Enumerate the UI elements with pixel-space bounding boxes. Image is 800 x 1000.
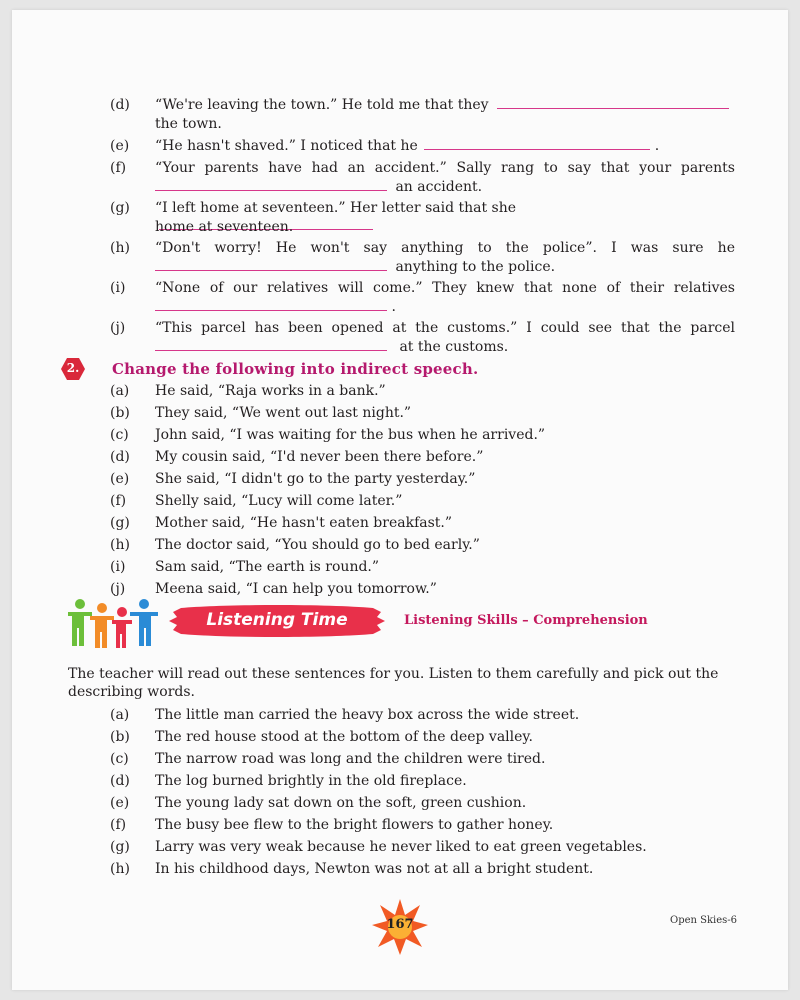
item-text: In his childhood days, Newton was not at all a bright student. xyxy=(155,861,594,877)
item-label: (a) xyxy=(110,383,130,399)
item-line xyxy=(155,137,735,155)
item-text: The little man carried the heavy box across the wide street. xyxy=(155,707,580,723)
item-text: The busy bee flew to the bright flowers to gather honey. xyxy=(155,817,554,833)
item-text: She said, “I didn't go to the party yesterday.” xyxy=(155,471,476,487)
item-line-2 xyxy=(155,338,508,356)
question-number-badge xyxy=(60,357,86,381)
item-text: “This parcel has been opened at the customs.” I could see that the parcel xyxy=(155,320,735,336)
answer-blank[interactable] xyxy=(155,338,387,351)
item-label: (c) xyxy=(110,751,129,767)
item-label: (h) xyxy=(110,861,130,877)
children-figures-icon xyxy=(62,598,162,650)
item-text-continued: the town. xyxy=(155,116,222,132)
item-text: The narrow road was long and the children were tired. xyxy=(155,751,546,767)
answer-blank[interactable] xyxy=(497,96,729,109)
item-text: Mother said, “He hasn't eaten breakfast.” xyxy=(155,515,453,531)
answer-blank[interactable] xyxy=(424,137,650,150)
book-title: Open Skies-6 xyxy=(670,915,738,926)
answer-blank[interactable] xyxy=(155,258,387,271)
page-number: 167 xyxy=(386,917,414,932)
item-line xyxy=(155,96,735,114)
item-line-2 xyxy=(155,298,396,316)
item-text: “None of our relatives will come.” They knew that none of their relatives xyxy=(155,280,735,296)
banner-title: Listening Time xyxy=(206,610,348,630)
item-text: “We're leaving the town.” He told me that they xyxy=(155,97,489,113)
exercise-heading: Change the following into indirect speech. xyxy=(112,360,479,378)
section-subtitle: Listening Skills – Comprehension xyxy=(404,613,648,628)
item-label: (e) xyxy=(110,795,130,811)
item-text-continued: anything to the police. xyxy=(395,259,556,275)
answer-blank[interactable] xyxy=(155,178,387,191)
item-label: (a) xyxy=(110,707,130,723)
listening-time-banner xyxy=(167,604,387,638)
item-label: (f) xyxy=(110,817,127,833)
item-label: (h) xyxy=(110,537,130,553)
item-label: (j) xyxy=(110,320,126,336)
item-line-2 xyxy=(155,258,555,276)
item-label: (d) xyxy=(110,449,130,465)
item-text: The red house stood at the bottom of the deep valley. xyxy=(155,729,533,745)
item-label: (b) xyxy=(110,729,130,745)
page-number-badge xyxy=(370,897,430,957)
item-label: (j) xyxy=(110,581,126,597)
item-text: They said, “We went out last night.” xyxy=(155,405,412,421)
item-line-2 xyxy=(155,178,482,196)
item-text-continued: at the customs. xyxy=(399,339,509,355)
item-label: (g) xyxy=(110,515,130,531)
item-text: “Don't worry! He won't say anything to the police”. I was sure he xyxy=(155,240,735,256)
textbook-page xyxy=(12,10,788,990)
item-label: (i) xyxy=(110,559,126,575)
item-text: “I left home at seventeen.” Her letter said that she xyxy=(155,200,517,216)
item-text: The log burned brightly in the old fireplace. xyxy=(155,773,467,789)
item-text: Shelly said, “Lucy will come later.” xyxy=(155,493,403,509)
item-label: (e) xyxy=(110,138,130,154)
answer-blank[interactable] xyxy=(155,298,387,311)
item-label: (g) xyxy=(110,839,130,855)
item-label: (d) xyxy=(110,97,130,113)
item-text: “Your parents have had an accident.” Sally rang to say that your parents xyxy=(155,160,735,176)
item-label: (f) xyxy=(110,160,127,176)
item-label: (e) xyxy=(110,471,130,487)
item-text-end: . xyxy=(391,299,396,315)
question-number: 2. xyxy=(66,361,80,375)
item-text: Meena said, “I can help you tomorrow.” xyxy=(155,581,437,597)
item-text-continued: home at seventeen. xyxy=(155,219,294,235)
item-text-end: . xyxy=(654,138,660,154)
item-label: (g) xyxy=(110,200,130,216)
item-label: (i) xyxy=(110,280,126,296)
item-text: He said, “Raja works in a bank.” xyxy=(155,383,386,399)
item-label: (h) xyxy=(110,240,130,256)
item-text: John said, “I was waiting for the bus when he arrived.” xyxy=(155,427,546,443)
item-label: (b) xyxy=(110,405,130,421)
item-label: (c) xyxy=(110,427,129,443)
item-text: The doctor said, “You should go to bed early.” xyxy=(155,537,480,553)
listening-time-header xyxy=(12,604,788,644)
item-text: My cousin said, “I'd never been there before.” xyxy=(155,449,484,465)
item-text: Sam said, “The earth is round.” xyxy=(155,559,380,575)
item-text: “He hasn't shaved.” I noticed that he xyxy=(155,138,418,154)
item-text-continued: an accident. xyxy=(395,179,483,195)
listening-instruction: The teacher will read out these sentences for you. Listen to them carefully and pick out the describing words. xyxy=(68,666,719,700)
item-label: (f) xyxy=(110,493,127,509)
item-text: The young lady sat down on the soft, green cushion. xyxy=(155,795,527,811)
item-label: (d) xyxy=(110,773,130,789)
item-text: Larry was very weak because he never liked to eat green vegetables. xyxy=(155,839,647,855)
